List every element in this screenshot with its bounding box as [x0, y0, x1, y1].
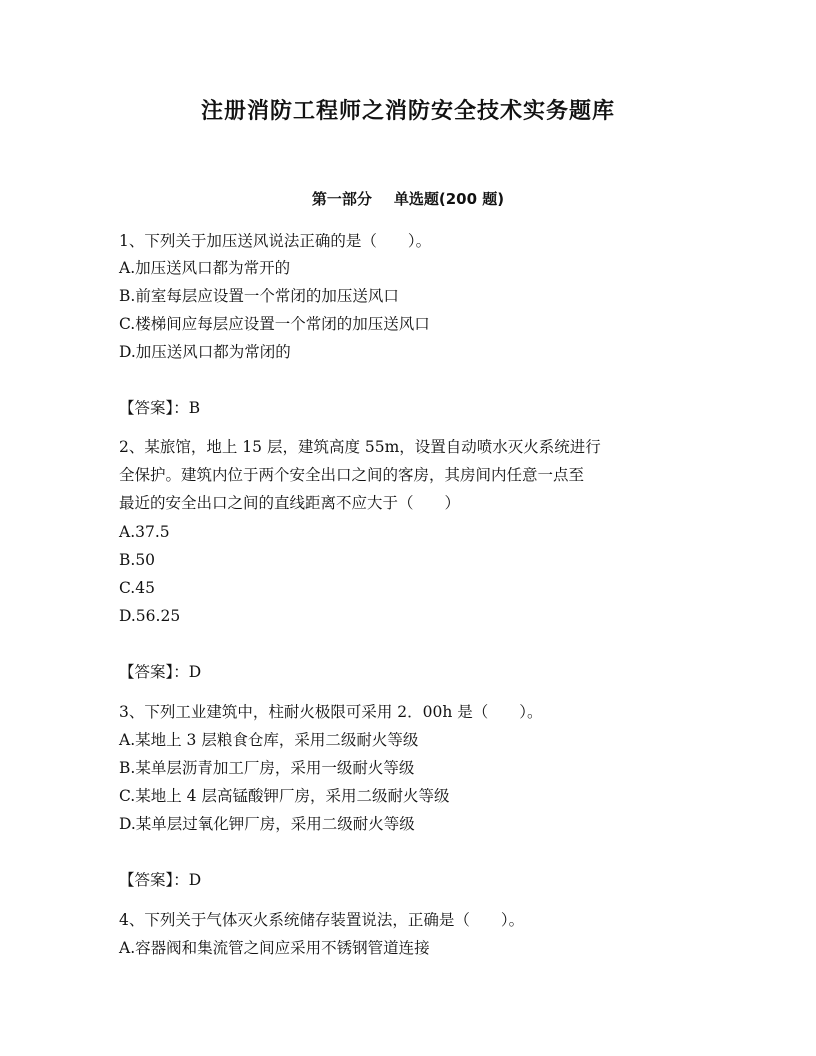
question-2-stem-line-2: 全保护。建筑内位于两个安全出口之间的客房，其房间内任意一点至: [119, 466, 585, 484]
question-2-stem-line-3: 最近的安全出口之间的直线距离不应大于（ ）: [119, 494, 461, 512]
question-3-option-c: C.某地上 4 层高锰酸钾厂房，采用二级耐火等级: [119, 787, 450, 805]
question-1-option-d: D.加压送风口都为常闭的: [119, 343, 291, 361]
question-3-stem: 3、下列工业建筑中，柱耐火极限可采用 2．00h 是（ ）。: [119, 703, 543, 721]
document-title: 注册消防工程师之消防安全技术实务题库: [200, 99, 615, 124]
question-3-answer: 【答案】：D: [119, 871, 202, 889]
question-4-stem: 4、下列关于气体灭火系统储存装置说法，正确是（ ）。: [119, 911, 525, 929]
section-part: 第一部分: [311, 190, 372, 208]
question-1-option-b: B.前室每层应设置一个常闭的加压送风口: [119, 287, 399, 305]
question-3-option-b: B.某单层沥青加工厂房，采用一级耐火等级: [119, 759, 415, 777]
question-4-option-a: A.容器阀和集流管之间应采用不锈钢管道连接: [119, 939, 430, 957]
section-type: 单选题(200 题): [393, 190, 505, 208]
question-3-option-d: D.某单层过氧化钾厂房，采用二级耐火等级: [119, 815, 415, 833]
section-heading: [0, 188, 816, 209]
question-2-answer: 【答案】：D: [119, 663, 202, 681]
question-2-option-c: C.45: [119, 579, 155, 597]
question-1-answer: 【答案】：B: [119, 399, 201, 417]
question-1-stem: 1、下列关于加压送风说法正确的是（ ）。: [119, 232, 432, 250]
question-1-option-a: A.加压送风口都为常开的: [119, 259, 291, 277]
question-2-option-b: B.50: [119, 551, 156, 569]
question-2-option-a: A.37.5: [119, 523, 170, 541]
question-3-option-a: A.某地上 3 层粮食仓库，采用二级耐火等级: [119, 731, 419, 749]
question-2-stem-line-1: 2、某旅馆，地上 15 层，建筑高度 55m，设置自动喷水灭火系统进行: [119, 438, 601, 456]
question-2-option-d: D.56.25: [119, 607, 181, 625]
question-1-option-c: C.楼梯间应每层应设置一个常闭的加压送风口: [119, 315, 430, 333]
